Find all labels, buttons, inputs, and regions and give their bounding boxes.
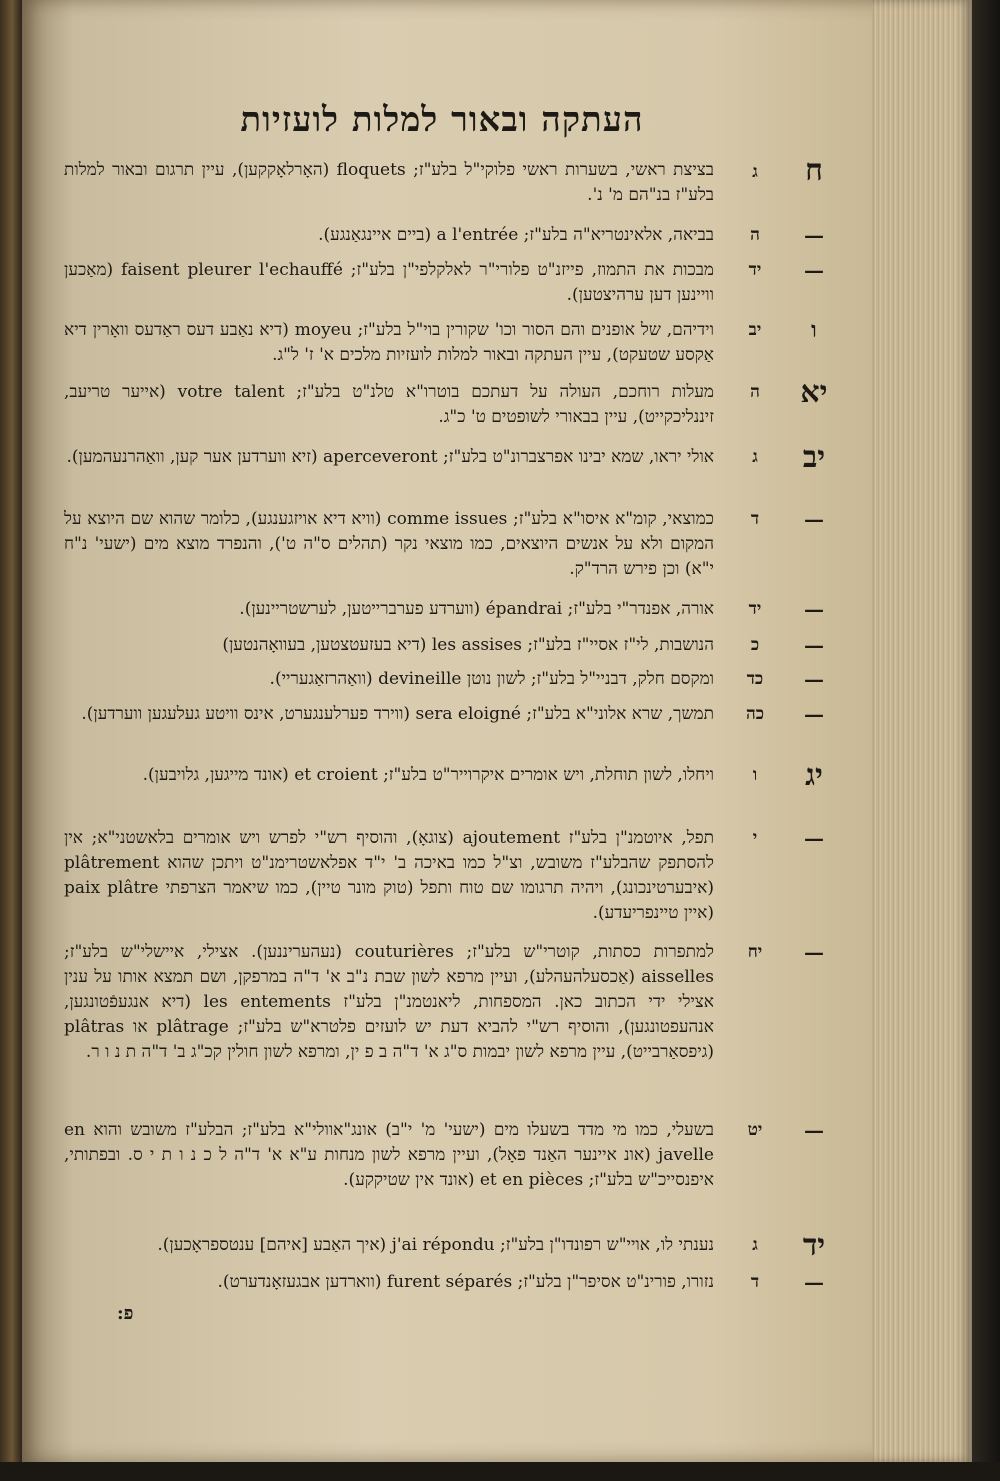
chapter-number: —: [804, 597, 824, 621]
verse-number: ג: [752, 1235, 758, 1255]
verse-number: כד: [746, 669, 764, 689]
verse-number: כ: [750, 635, 760, 655]
chapter-number: יא: [800, 375, 828, 410]
chapter-number: —: [804, 633, 824, 657]
verse-number: י: [752, 828, 758, 848]
entry-text: נזורו, פורינ"ט אסיפר"ן בלע"ז; furent séparés (ווארדען אבגעזאָנדערט).: [217, 1272, 714, 1292]
page-edges: [872, 0, 972, 1462]
chapter-number: —: [804, 223, 824, 247]
entry-text: ויחלו, לשון תוחלת, ויש אומרים איקרוייר"ט בלע"ז; et croient (אונד מייגען, גלויבען).: [142, 765, 714, 785]
entry-text: בשעלי, כמו מי מדד בשעלו מים (ישעי' מ' י"ב) אונג"אוולי"א בלע"ז; הבלע"ז משובש והוא en javelle (אונ איינער האַנד פאָל), ועיין מרפא לשון מנחות ע"א א' ד"ה ל כ נ ו ת י ס. ובפתותי, איפנסייכ"ש בלע"ז; et en pièces (אונד אין שטיקקע).: [64, 1120, 714, 1190]
entry-text: בביאה, אלאינטריא"ה בלע"ז; a l'entrée (ביים איינגאַנגע).: [318, 225, 714, 245]
chapter-number: —: [804, 507, 824, 531]
entry-text: תמשך, שרא אלוני"א בלע"ז; sera eloigné (ווירד פערלענגערט, אינס וויטע געלעגען ווערדען).: [81, 704, 714, 724]
entry-text: אורה, אפנדר"י בלע"ז; épandrai (ווערדע פערברייטען, לערשטריינען).: [239, 599, 714, 619]
verse-number: ד: [750, 1272, 760, 1292]
verse-number: ד: [750, 509, 760, 529]
entry-text: מעלות רוחכם, העולה על דעתכם בוטרו"א טלנ"ט בלע"ז; votre talent (אייער טריעב, זיננליכקייט), עיין בבאורי לשופטים ט' כ"ג.: [64, 382, 715, 427]
verse-number: ג: [752, 447, 758, 467]
verse-number: יב: [748, 320, 762, 340]
chapter-number: —: [804, 1270, 824, 1294]
entry-text: וידיהם, של אופנים והם הסור וכו' שקורין בוי"ל בלע"ז; moyeu (דיא נאַבע דעס ראַדעס וואָרין דיא אַקסע שטעקט), עיין העתקה ובאור למלות לועזיות מלכים א' ז' ל"ג.: [64, 320, 714, 365]
entry-text: תפל, איוטמנ"ן בלע"ז ajoutement (צוגאָ), והוסיף רש"י לפרש ויש אומרים בלאשטני"א; אין להסתפק שהבלע"ז משובש, וצ"ל כמו באיכה ב' י"ד אפלאשטרימנ"ט ויתכן שהוא plâtrement (איבערטינכונג), ויהיה תרגומו שם טוח ותפל (טוק מונר טיין), כמו שיאמר הצרפתי paix plâtre (איין טיינפריעדע).: [64, 828, 715, 923]
verse-number: יט: [747, 1120, 763, 1140]
chapter-number: ח: [805, 153, 823, 188]
verse-number: ו: [752, 765, 758, 785]
entry-text: בציצת ראשי, בשערות ראשי פלוקי"ל בלע"ז; floquets (האָרלאָקקען), עיין תרגום ובאור למלות בלע"ז בנ"הם מ' נ'.: [64, 160, 714, 205]
verse-number: יד: [748, 260, 762, 280]
verse-number: ה: [750, 225, 760, 245]
chapter-number: —: [804, 667, 824, 691]
book-page: [22, 0, 882, 1462]
chapter-number: —: [804, 702, 824, 726]
entry-text: ומקסם חלק, דבניי"ל בלע"ז; לשון נוטן devineille (וואַהרזאַגעריי).: [269, 669, 714, 689]
page-title: העתקה ובאור למלות לועזיות: [240, 100, 644, 140]
entry-text: מבכות את התמוז, פייזנ"ט פלורי"ר לאלקלפי"ן בלע"ז; faisent pleurer l'echauffé (מאַכען וויינען דען ערהיצטען).: [64, 260, 715, 305]
verse-number: ג: [752, 162, 758, 182]
verse-number: כה: [745, 704, 765, 724]
book-binding: [0, 0, 22, 1481]
chapter-number: ו: [811, 317, 817, 343]
chapter-number: —: [804, 940, 824, 964]
chapter-number: יב: [802, 440, 826, 475]
signature-mark: פ:: [117, 1303, 134, 1324]
verse-number: יד: [748, 599, 762, 619]
chapter-number: —: [804, 258, 824, 282]
chapter-number: יד: [802, 1228, 826, 1263]
chapter-number: —: [804, 1118, 824, 1142]
verse-number: ה: [750, 382, 760, 402]
background-strip: [0, 1462, 1000, 1481]
entry-text: הנושבות, לי"ז אסיי"ז בלע"ז; les assises (דיא בעזעטצטען, בעוואָהנטען): [222, 635, 714, 655]
entry-text: אולי יראו, שמא יבינו אפרצברונ"ט בלע"ז; aperceveront (זיא ווערדען אער קען, וואַהרנעהמען).: [66, 447, 714, 467]
chapter-number: יג: [805, 758, 823, 793]
entry-text: נענתי לו, אויי"ש רפונדו"ן בלע"ז; j'ai répondu (איך האַבע [איהם] ענטספראָכען).: [157, 1235, 714, 1255]
book-cover: [972, 0, 1000, 1481]
entry-text: למתפרות כסתות, קוטרי"ש בלע"ז; couturières (נעהעריננען). אצילי, איישלי"ש בלע"ז; aisselles (אַכסעלהעהלע), ועיין מרפא לשון שבת נ"ב א' ד"ה במרפקן, ושם תמצא אותו על ענין אצילי ידי הכתוב כאן. המספחות, ליאנטמנ"ן בלע"ז les entements (דיא אנגעפֿטונגען, אנהעפטונגען), והוסיף רש"י להביא דעת יש לועזים פלטרא"ש בלע"ז; plâtrage או plâtras (גיפסאַרבייט), עיין מרפא לשון יבמות ס"ג א' ד"ה ב פ ין, ומרפא לשון חולין קכ"ג ב' ד"ה ת נ ו ר.: [64, 942, 715, 1062]
entry-text: כמוצאי, קומ"א איסו"א בלע"ז; comme issues (וויא דיא אויזגענגע), כלומר שהוא שם היוצא על המקום ולא על אנשים היוצאים, כמו מוצאי נקר (תהלים ס"ה ט'), והנפרד מוצא מים (ישעי' נ"ח י"א) וכן פירש הרד"ק.: [64, 509, 714, 579]
verse-number: יח: [747, 942, 763, 962]
chapter-number: —: [804, 826, 824, 850]
